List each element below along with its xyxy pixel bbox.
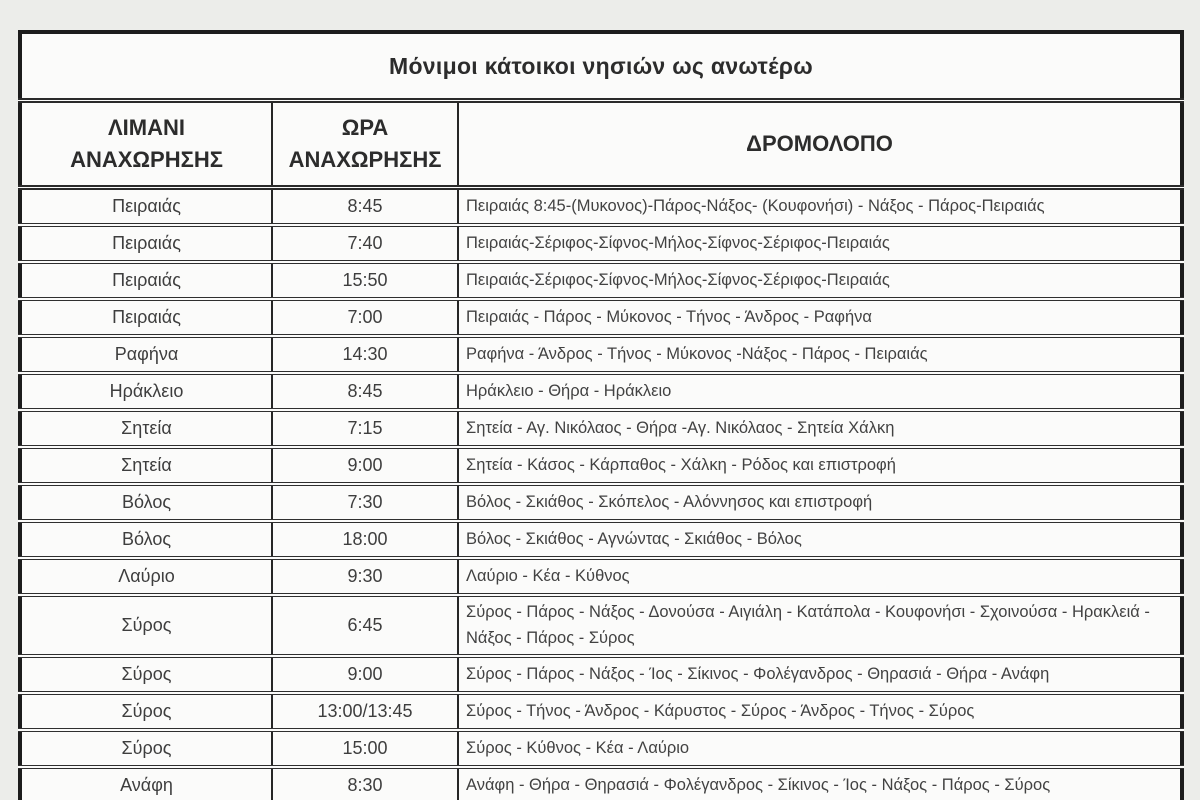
departure-time-cell: 8:30: [272, 767, 458, 800]
departure-port-cell: Ηράκλειο: [20, 373, 272, 410]
departure-time-cell: 13:00/13:45: [272, 693, 458, 730]
route-cell: Βόλος - Σκιάθος - Σκόπελος - Αλόννησος και επιστροφή: [458, 484, 1182, 521]
departure-time-cell: 9:00: [272, 447, 458, 484]
table-header-row: [20, 101, 1182, 188]
departure-time-cell: 8:45: [272, 188, 458, 226]
route-cell: Σύρος - Πάρος - Νάξος - Ίος - Σίκινος - Φολέγανδρος - Θηρασιά - Θήρα - Ανάφη: [458, 656, 1182, 693]
departure-time-cell: 15:00: [272, 730, 458, 767]
route-cell: Σητεία - Αγ. Νικόλαος - Θήρα -Αγ. Νικόλαος - Σητεία Χάλκη: [458, 410, 1182, 447]
route-cell: Πειραιάς-Σέριφος-Σίφνος-Μήλος-Σίφνος-Σέριφος-Πειραιάς: [458, 225, 1182, 262]
departure-port-cell: Σύρος: [20, 693, 272, 730]
route-cell: Σητεία - Κάσος - Κάρπαθος - Χάλκη - Ρόδος και επιστροφή: [458, 447, 1182, 484]
departure-port-cell: Σύρος: [20, 595, 272, 656]
route-cell: Ανάφη - Θήρα - Θηρασιά - Φολέγανδρος - Σίκινος - Ίος - Νάξος - Πάρος - Σύρος: [458, 767, 1182, 800]
column-header-route: [458, 101, 1182, 188]
table-row: [20, 299, 1182, 336]
route-cell: Σύρος - Τήνος - Άνδρος - Κάρυστος - Σύρος - Άνδρος - Τήνος - Σύρος: [458, 693, 1182, 730]
departure-port-cell: Πειραιάς: [20, 299, 272, 336]
departure-time-cell: 7:15: [272, 410, 458, 447]
ferry-schedule-table: [18, 30, 1184, 800]
table-row: [20, 656, 1182, 693]
departure-time-cell: 14:30: [272, 336, 458, 373]
departure-port-cell: Βόλος: [20, 484, 272, 521]
departure-port-cell: Σύρος: [20, 656, 272, 693]
departure-time-cell: 7:00: [272, 299, 458, 336]
route-cell: Σύρος - Κύθνος - Κέα - Λαύριο: [458, 730, 1182, 767]
departure-time-cell: 9:00: [272, 656, 458, 693]
route-cell: Λαύριο - Κέα - Κύθνος: [458, 558, 1182, 595]
table-row: [20, 262, 1182, 299]
departure-time-cell: 7:40: [272, 225, 458, 262]
route-cell: Πειραιάς-Σέριφος-Σίφνος-Μήλος-Σίφνος-Σέριφος-Πειραιάς: [458, 262, 1182, 299]
table-row: [20, 336, 1182, 373]
table-row: [20, 410, 1182, 447]
table-row: [20, 730, 1182, 767]
departure-port-cell: Πειραιάς: [20, 188, 272, 226]
departure-time-cell: 7:30: [272, 484, 458, 521]
departure-time-cell: 18:00: [272, 521, 458, 558]
departure-port-cell: Πειραιάς: [20, 225, 272, 262]
column-header-line: ΑΝΑΧΩΡΗΣΗΣ: [70, 147, 223, 172]
departure-port-cell: Βόλος: [20, 521, 272, 558]
table-title-row: [20, 32, 1182, 101]
column-header-line: ΛΙΜΑΝΙ: [108, 115, 185, 141]
route-cell: Ηράκλειο - Θήρα - Ηράκλειο: [458, 373, 1182, 410]
departure-port-cell: Σητεία: [20, 410, 272, 447]
table-row: [20, 373, 1182, 410]
table-title: Μόνιμοι κάτοικοι νησιών ως ανωτέρω: [20, 32, 1182, 101]
table-row: [20, 558, 1182, 595]
departure-port-cell: Λαύριο: [20, 558, 272, 595]
route-cell: Πειραιάς - Πάρος - Μύκονος - Τήνος - Άνδρος - Ραφήνα: [458, 299, 1182, 336]
table-row: [20, 188, 1182, 226]
column-header-departure-time: [272, 101, 458, 188]
departure-port-cell: Ανάφη: [120, 775, 173, 796]
route-cell: Πειραιάς 8:45-(Μυκονος)-Πάρος-Νάξος- (Κουφονήσι) - Νάξος - Πάρος-Πειραιάς: [458, 188, 1182, 226]
column-header-line: ΑΝΑΧΩΡΗΣΗΣ: [288, 147, 442, 172]
table-row: [20, 767, 1182, 800]
departure-port-cell: Πειραιάς: [20, 262, 272, 299]
table-row: [20, 521, 1182, 558]
column-header-departure-port: [20, 101, 272, 188]
departure-time-cell: 15:50: [272, 262, 458, 299]
departure-time-cell: 9:30: [272, 558, 458, 595]
departure-port-cell: Σητεία: [20, 447, 272, 484]
route-cell: Ραφήνα - Άνδρος - Τήνος - Μύκονος -Νάξος - Πάρος - Πειραιάς: [458, 336, 1182, 373]
table-row: [20, 484, 1182, 521]
route-cell: Βόλος - Σκιάθος - Αγνώντας - Σκιάθος - Βόλος: [458, 521, 1182, 558]
column-header-line: ΔΡΟΜΟΛΟΠΟ: [746, 131, 893, 157]
column-header-line: ΩΡΑ: [341, 115, 389, 141]
route-cell: Σύρος - Πάρος - Νάξος - Δονούσα - Αιγιάλη - Κατάπολα - Κουφονήσι - Σχοινούσα - Ηρακλειά - Νάξος - Πάρος - Σύρος: [458, 595, 1182, 656]
departure-time-cell: 6:45: [272, 595, 458, 656]
table-row: [20, 225, 1182, 262]
departure-time-cell: 8:45: [272, 373, 458, 410]
table-row: [20, 595, 1182, 656]
departure-port-cell: Ραφήνα: [20, 336, 272, 373]
table-row: [20, 447, 1182, 484]
departure-port-cell: Σύρος: [20, 730, 272, 767]
table-row: [20, 693, 1182, 730]
